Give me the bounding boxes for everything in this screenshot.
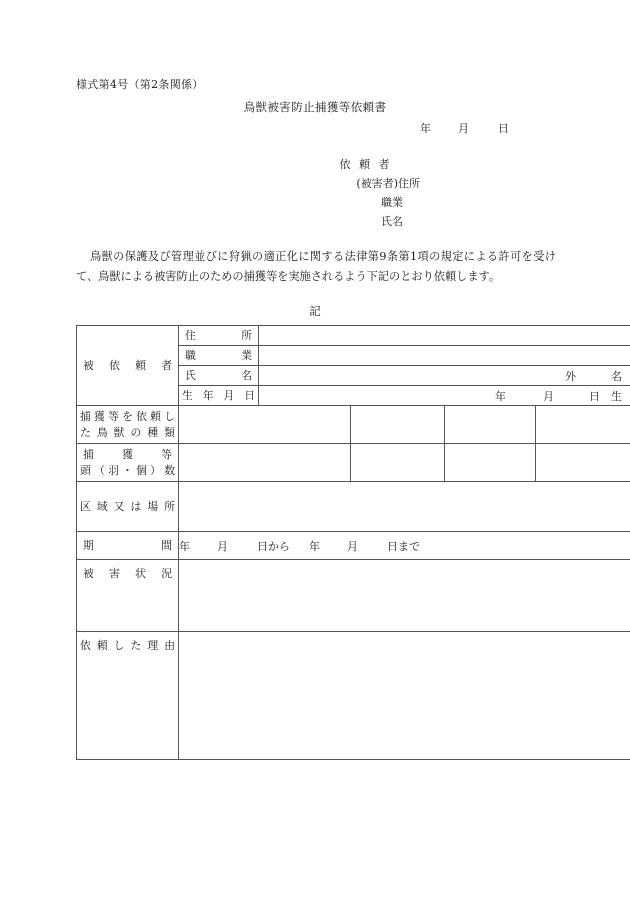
term-month-to: 月 xyxy=(347,539,358,553)
table-row xyxy=(77,532,630,560)
species-input-cell-2[interactable] xyxy=(351,406,445,444)
species-label-cell xyxy=(77,406,179,444)
species-label-line2: た鳥獣の種類 xyxy=(80,425,175,439)
table-row xyxy=(77,326,630,346)
damage-label: 被害状況 xyxy=(83,567,172,580)
occupation-input-cell[interactable] xyxy=(259,346,630,366)
birth-born: 生 xyxy=(611,389,622,403)
name-label: 氏名 xyxy=(185,369,252,382)
reason-label: 依頼した理由 xyxy=(80,639,175,652)
reason-input-cell[interactable] xyxy=(179,632,630,760)
reason-label-cell xyxy=(77,632,179,760)
requester-occupation-label: 職業 xyxy=(381,196,403,209)
requestee-label: 被依頼者 xyxy=(83,359,172,372)
count-label-line2: 頭（羽・個）数 xyxy=(80,463,175,477)
area-input-cell[interactable] xyxy=(179,482,630,532)
table-row xyxy=(77,444,630,482)
form-number: 様式第4号（第2条関係） xyxy=(76,78,204,91)
term-year-from: 年 xyxy=(179,539,190,553)
document-title: 鳥獣被害防止捕獲等依頼書 xyxy=(243,100,387,114)
requester-heading: 依 頼 者 xyxy=(339,158,392,171)
occupation-label: 職業 xyxy=(185,349,252,362)
header-date-month: 月 xyxy=(458,122,469,135)
address-label: 住所 xyxy=(185,329,252,342)
table-row xyxy=(77,482,630,532)
species-input-cell-4[interactable] xyxy=(536,406,630,444)
requester-block xyxy=(250,155,420,231)
requester-address-label: (被害者)住所 xyxy=(356,177,420,190)
requestee-label-cell xyxy=(77,326,179,406)
address-input-cell[interactable] xyxy=(259,326,630,346)
form-table xyxy=(76,325,630,760)
birthdate-label-cell xyxy=(179,386,259,406)
table-row xyxy=(77,632,630,760)
name-label-cell xyxy=(179,366,259,386)
occupation-label-cell xyxy=(179,346,259,366)
count-input-cell-4[interactable] xyxy=(536,444,630,482)
ki-marker: 記 xyxy=(309,304,321,318)
body-paragraph-block xyxy=(76,247,556,287)
name-input-cell[interactable] xyxy=(259,366,630,386)
species-input-cell-1[interactable] xyxy=(179,406,351,444)
body-paragraph: 鳥獣の保護及び管理並びに狩猟の適正化に関する法律第9条第1項の規定による許可を受けて、鳥獣による被害防止のための捕獲等を実施されるよう下記のとおり依頼します。 xyxy=(76,250,556,283)
term-day-from: 日から xyxy=(257,539,290,553)
term-month-from: 月 xyxy=(217,539,228,553)
species-label-line1: 捕獲等を依頼し xyxy=(80,409,175,423)
area-label: 区域又は場所 xyxy=(80,500,175,513)
header-date-day: 日 xyxy=(498,122,509,135)
birthdate-label: 生年月日 xyxy=(182,389,255,402)
count-input-cell-1[interactable] xyxy=(179,444,351,482)
term-label-cell xyxy=(77,532,179,560)
count-label-cell xyxy=(77,444,179,482)
term-year-to: 年 xyxy=(309,539,320,553)
count-input-cell-3[interactable] xyxy=(445,444,536,482)
count-label-line1: 捕獲等 xyxy=(83,447,172,461)
term-day-to: 日まで xyxy=(387,539,420,553)
term-input-cell[interactable] xyxy=(179,532,630,560)
damage-label-cell xyxy=(77,560,179,632)
birth-month: 月 xyxy=(543,389,554,403)
count-input-cell-2[interactable] xyxy=(351,444,445,482)
name-suffix-counter: 名 xyxy=(611,369,622,383)
table-row xyxy=(77,560,630,632)
header-date-line xyxy=(420,120,509,136)
birth-year: 年 xyxy=(495,389,506,403)
damage-input-cell[interactable] xyxy=(179,560,630,632)
birthdate-input-cell[interactable] xyxy=(259,386,630,406)
birth-day: 日 xyxy=(589,389,600,403)
requester-name-label: 氏名 xyxy=(381,215,403,228)
name-suffix-outside: 外 xyxy=(565,369,576,383)
area-label-cell xyxy=(77,482,179,532)
term-label: 期間 xyxy=(83,539,172,552)
species-input-cell-3[interactable] xyxy=(445,406,536,444)
address-label-cell xyxy=(179,326,259,346)
table-row xyxy=(77,406,630,444)
header-date-year: 年 xyxy=(420,122,431,135)
